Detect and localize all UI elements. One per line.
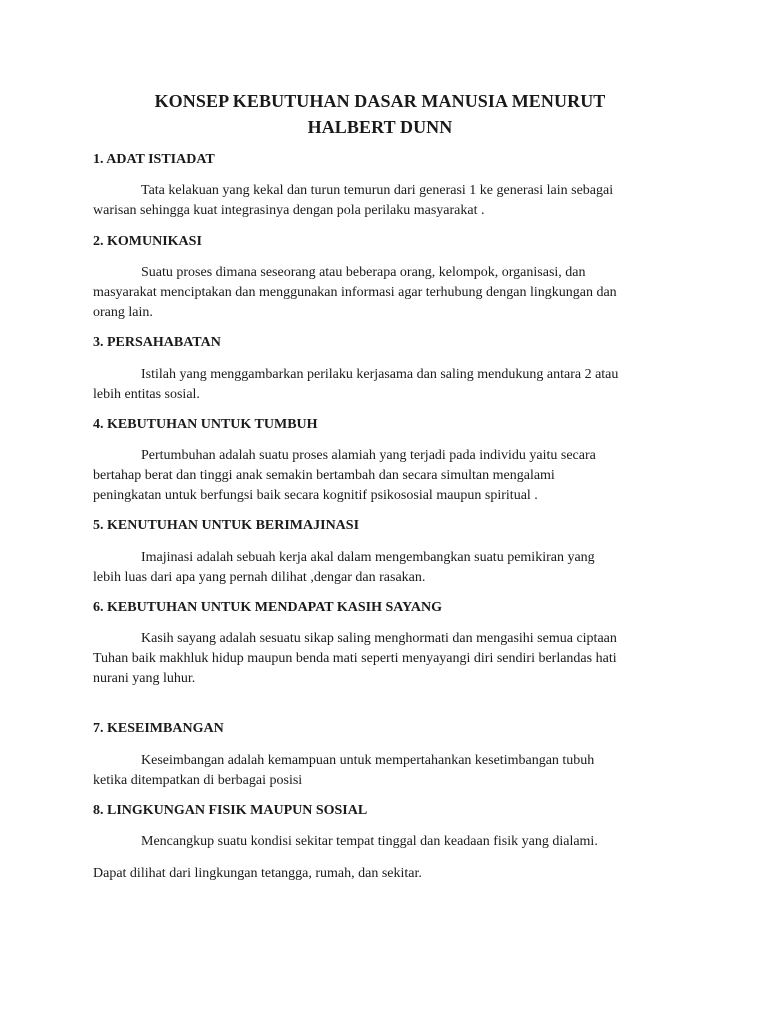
- paragraph-line: bertahap berat dan tinggi anak semakin bertambah dan secara simultan mengalami: [93, 468, 555, 483]
- section-heading-adat-istiadat: 1. ADAT ISTIADAT: [93, 152, 215, 167]
- paragraph-line: Dapat dilihat dari lingkungan tetangga, rumah, dan sekitar.: [93, 866, 422, 881]
- section-heading-persahabatan: 3. PERSAHABATAN: [93, 335, 221, 350]
- section-paragraph-keseimbangan: [93, 751, 683, 791]
- paragraph-line: ketika ditempatkan di berbagai posisi: [93, 773, 303, 788]
- document-title-line-1: KONSEP KEBUTUHAN DASAR MANUSIA MENURUT: [154, 91, 606, 111]
- paragraph-line: Imajinasi adalah sebuah kerja akal dalam mengembangkan suatu pemikiran yang: [141, 550, 595, 565]
- paragraph-line: orang lain.: [93, 305, 153, 320]
- paragraph-line: Tuhan baik makhluk hidup maupun benda mati seperti menyayangi diri sendiri berlandas hati: [93, 651, 617, 666]
- paragraph-line: Tata kelakuan yang kekal dan turun temurun dari generasi 1 ke generasi lain sebagai: [141, 183, 614, 198]
- section-heading-keseimbangan: 7. KESEIMBANGAN: [93, 721, 224, 736]
- paragraph-line: peningkatan untuk berfungsi baik secara kognitif psikososial maupun spiritual .: [93, 488, 538, 503]
- closing-paragraph: [93, 864, 683, 884]
- section-heading-kasih-sayang: 6. KEBUTUHAN UNTUK MENDAPAT KASIH SAYANG: [93, 600, 443, 615]
- paragraph-line: Mencangkup suatu kondisi sekitar tempat tinggal dan keadaan fisik yang dialami.: [141, 834, 598, 849]
- section-paragraph-persahabatan: [93, 365, 683, 405]
- section-heading-komunikasi: 2. KOMUNIKASI: [93, 234, 202, 249]
- paragraph-line: lebih entitas sosial.: [93, 387, 200, 402]
- paragraph-line: nurani yang luhur.: [93, 671, 196, 686]
- section-paragraph-komunikasi: [93, 263, 683, 323]
- paragraph-line: Keseimbangan adalah kemampuan untuk mempertahankan kesetimbangan tubuh: [141, 753, 595, 768]
- section-paragraph-adat-istiadat: [93, 181, 683, 221]
- paragraph-line: Istilah yang menggambarkan perilaku kerjasama dan saling mendukung antara 2 atau: [141, 367, 619, 382]
- section-paragraph-berimajinasi: [93, 548, 683, 588]
- section-paragraph-lingkungan: [93, 832, 683, 852]
- section-paragraph-kebutuhan-untuk-tumbuh: [93, 446, 683, 506]
- paragraph-line: warisan sehingga kuat integrasinya dengan pola perilaku masyarakat .: [93, 203, 485, 218]
- section-heading-berimajinasi: 5. KENUTUHAN UNTUK BERIMAJINASI: [93, 518, 360, 533]
- section-heading-kebutuhan-untuk-tumbuh: 4. KEBUTUHAN UNTUK TUMBUH: [93, 417, 318, 432]
- paragraph-line: masyarakat menciptakan dan menggunakan informasi agar terhubung dengan lingkungan dan: [93, 285, 617, 300]
- section-heading-lingkungan: 8. LINGKUNGAN FISIK MAUPUN SOSIAL: [93, 803, 368, 818]
- paragraph-line: Pertumbuhan adalah suatu proses alamiah yang terjadi pada individu yaitu secara: [141, 448, 596, 463]
- paragraph-line: lebih luas dari apa yang pernah dilihat ,dengar dan rasakan.: [93, 570, 426, 585]
- section-paragraph-kasih-sayang: [93, 629, 683, 689]
- paragraph-line: Kasih sayang adalah sesuatu sikap saling menghormati dan mengasihi semua ciptaan: [141, 631, 617, 646]
- paragraph-line: Suatu proses dimana seseorang atau beberapa orang, kelompok, organisasi, dan: [141, 265, 586, 280]
- document-title-line-2: HALBERT DUNN: [307, 117, 453, 137]
